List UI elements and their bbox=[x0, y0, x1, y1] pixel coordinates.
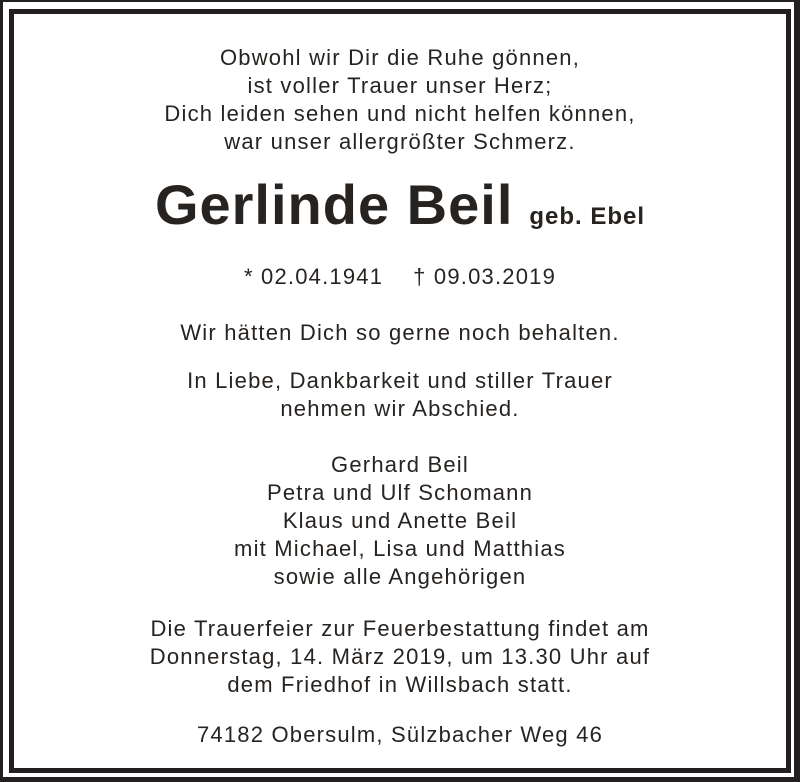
keep-sentence-line: Wir hätten Dich so gerne noch behalten. bbox=[180, 320, 620, 345]
deceased-name-row bbox=[14, 174, 786, 251]
death-date: † 09.03.2019 bbox=[413, 264, 557, 289]
life-dates bbox=[14, 263, 786, 291]
funeral-line: Die Trauerfeier zur Feuerbestattung findet am bbox=[150, 616, 650, 641]
verse-line: war unser allergrößter Schmerz. bbox=[224, 129, 576, 154]
mourner-line: Petra und Ulf Schomann bbox=[266, 480, 534, 505]
mourner-line: Gerhard Beil bbox=[331, 452, 469, 477]
opening-verse bbox=[14, 44, 786, 156]
mourner-line: mit Michael, Lisa und Matthias bbox=[234, 536, 566, 561]
inner-frame bbox=[9, 9, 791, 773]
verse-line: ist voller Trauer unser Herz; bbox=[247, 73, 553, 98]
birth-date: * 02.04.1941 bbox=[243, 264, 384, 289]
obituary-content bbox=[14, 14, 786, 768]
deceased-name: Gerlinde Beil bbox=[154, 173, 514, 236]
address-text: 74182 Obersulm, Sülzbacher Weg 46 bbox=[196, 722, 604, 747]
mourner-line: sowie alle Angehörigen bbox=[273, 564, 527, 589]
mourners-list bbox=[14, 451, 786, 591]
farewell-line: nehmen wir Abschied. bbox=[280, 396, 520, 421]
funeral-info bbox=[14, 615, 786, 699]
farewell-line: In Liebe, Dankbarkeit und stiller Trauer bbox=[187, 368, 613, 393]
home-address bbox=[14, 721, 786, 749]
funeral-line: dem Friedhof in Willsbach statt. bbox=[227, 672, 573, 697]
farewell-block bbox=[14, 367, 786, 423]
verse-line: Dich leiden sehen und nicht helfen können, bbox=[164, 101, 636, 126]
verse-line: Obwohl wir Dir die Ruhe gönnen, bbox=[219, 45, 581, 70]
mourner-line: Klaus und Anette Beil bbox=[282, 508, 518, 533]
keep-sentence bbox=[14, 319, 786, 347]
funeral-line: Donnerstag, 14. März 2019, um 13.30 Uhr auf bbox=[149, 644, 651, 669]
maiden-name: geb. Ebel bbox=[529, 203, 646, 230]
